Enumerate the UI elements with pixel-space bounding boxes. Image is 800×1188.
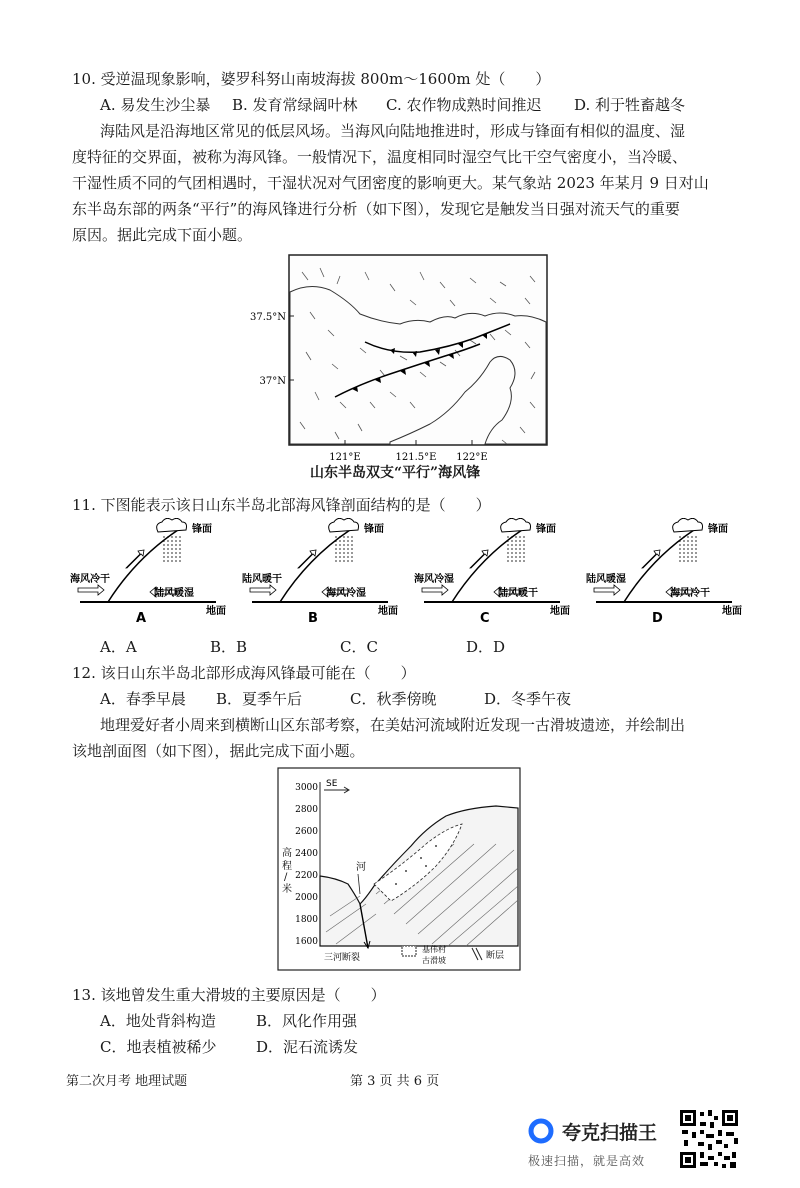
- q10-option-a: A. 易发生沙尘暴: [100, 96, 211, 114]
- q13-option-a: A．地处背斜构造: [100, 1012, 216, 1030]
- legend-slide: 基伟村: [422, 945, 446, 954]
- q12-option-a: A．春季早晨: [100, 690, 186, 708]
- passage1-line: 原因。据此完成下面小题。: [72, 226, 253, 244]
- cloud-icon: [157, 518, 187, 532]
- left-wind-arrow-icon: [78, 585, 104, 595]
- front-label: 锋面: [364, 524, 384, 535]
- q11-stem: 11. 下图能表示该日山东半岛北部海风锋剖面结构的是（ ）: [72, 496, 491, 514]
- front-diagram: [586, 518, 742, 626]
- y-tick: 3000: [295, 783, 318, 793]
- y-tick: 1600: [295, 937, 318, 947]
- ground-label: 地面: [722, 606, 742, 617]
- passage1-line: 东半岛东部的两条“平行”的海风锋进行分析（如下图），发现它是触发当日强对流天气的重要: [72, 200, 680, 218]
- q12-stem: 12. 该日山东半岛北部形成海风锋最可能在（ ）: [72, 664, 416, 682]
- left-air-label: 海风冷湿: [414, 574, 454, 585]
- front-label: 锋面: [536, 524, 556, 535]
- legend-fault: 断层: [486, 951, 505, 961]
- map-caption: 山东半岛双支“平行”海风锋: [310, 465, 481, 481]
- y-label: /: [284, 872, 288, 883]
- scanner-slogan: 极速扫描，就是高效: [528, 1154, 646, 1168]
- q11-option-a: A．A: [100, 638, 137, 656]
- fault-name: 三河断裂: [324, 953, 361, 963]
- q11-option-c: C．C: [340, 638, 378, 656]
- lat-label: 37°N: [259, 376, 286, 387]
- right-air-label: 陆风暖湿: [154, 588, 194, 599]
- scanner-logo-icon: [528, 1118, 554, 1144]
- front-label: 锋面: [708, 524, 728, 535]
- y-label: 米: [282, 884, 292, 895]
- q12-option-b: B．夏季午后: [216, 690, 303, 708]
- ground-label: 地面: [550, 606, 570, 617]
- front-diagram: [414, 518, 570, 626]
- cloud-icon: [501, 518, 531, 532]
- front-label: 锋面: [192, 524, 212, 535]
- passage1-line: 海陆风是沿海地区常见的低层风场。当海风向陆地推进时，形成与锋面有相似的温度、湿: [100, 122, 686, 140]
- q10-option-d: D. 利于牲畜越冬: [574, 96, 686, 114]
- sea-breeze-front-map: [240, 252, 560, 482]
- q13-option-b: B．风化作用强: [256, 1012, 358, 1030]
- cloud-icon: [329, 518, 359, 532]
- passage1-line: 干湿性质不同的气团相遇时，干湿状况对气团密度的影响更大。某气象站 2023 年某月 9 日对山: [72, 174, 709, 192]
- footer-left: 第二次月考 地理试题: [66, 1074, 188, 1089]
- updraft-arrow-icon: [298, 550, 316, 568]
- y-label: 高: [282, 848, 292, 859]
- right-air-label: 海风冷干: [670, 588, 710, 599]
- y-tick: 2600: [295, 827, 318, 837]
- updraft-arrow-icon: [470, 550, 488, 568]
- front-diagrams: [66, 518, 756, 628]
- lon-label: 121°E: [329, 452, 361, 463]
- scanner-name: 夸克扫描王: [562, 1122, 658, 1144]
- cloud-icon: [673, 518, 703, 532]
- q13-option-d: D．泥石流诱发: [256, 1038, 359, 1056]
- diagram-letter: C: [480, 611, 490, 626]
- q10-option-c: C. 农作物成熟时间推迟: [386, 96, 542, 114]
- q12-option-d: D．冬季午夜: [484, 690, 572, 708]
- left-wind-arrow-icon: [250, 585, 276, 595]
- front-diagram: [242, 518, 398, 626]
- diagram-letter: B: [308, 611, 318, 626]
- front-diagram: [70, 518, 226, 626]
- legend-slide: 古滑坡: [422, 956, 446, 965]
- y-tick: 2400: [295, 849, 318, 859]
- left-air-label: 海风冷干: [70, 574, 110, 585]
- left-air-label: 陆风暖湿: [586, 574, 626, 585]
- passage2-line: 该地剖面图（如下图），据此完成下面小题。: [72, 742, 365, 760]
- right-air-label: 海风冷湿: [326, 588, 366, 599]
- right-air-label: 陆风暖干: [498, 588, 538, 599]
- q10-option-b: B. 发育常绿阔叶林: [232, 96, 358, 114]
- q10-stem: 10. 受逆温现象影响，婆罗科努山南坡海拔 800m～1600m 处（ ）: [72, 70, 551, 88]
- river-label: 河: [356, 862, 366, 873]
- ground-label: 地面: [378, 606, 398, 617]
- landslide-section: [276, 766, 522, 972]
- left-wind-arrow-icon: [594, 585, 620, 595]
- footer-center: 第 3 页 共 6 页: [350, 1074, 440, 1089]
- lon-label: 122°E: [456, 452, 488, 463]
- updraft-arrow-icon: [126, 550, 144, 568]
- passage1-line: 度特征的交界面，被称为海风锋。一般情况下，温度相同时湿空气比干空气密度小，当冷暖、: [72, 148, 688, 166]
- left-wind-arrow-icon: [422, 585, 448, 595]
- ground-label: 地面: [206, 606, 226, 617]
- lon-label: 121.5°E: [395, 452, 437, 463]
- diagram-letter: D: [652, 611, 663, 626]
- y-tick: 2200: [295, 871, 318, 881]
- q12-option-c: C．秋季傍晚: [350, 690, 437, 708]
- y-tick: 2800: [295, 805, 318, 815]
- updraft-arrow-icon: [642, 550, 660, 568]
- qr-code-icon: [678, 1108, 740, 1170]
- passage2-line: 地理爱好者小周来到横断山区东部考察，在美姑河流域附近发现一古滑坡遗迹，并绘制出: [100, 716, 686, 734]
- y-tick: 2000: [295, 893, 318, 903]
- q13-option-c: C．地表植被稀少: [100, 1038, 217, 1056]
- direction-label: SE: [326, 779, 338, 789]
- y-label: 程: [282, 861, 292, 872]
- q11-option-d: D．D: [466, 638, 506, 656]
- left-air-label: 陆风暖干: [242, 574, 282, 585]
- lat-label: 37.5°N: [249, 312, 286, 323]
- q13-stem: 13. 该地曾发生重大滑坡的主要原因是（ ）: [72, 986, 386, 1004]
- q11-option-b: B．B: [210, 638, 248, 656]
- y-tick: 1800: [295, 915, 318, 925]
- diagram-letter: A: [136, 611, 147, 626]
